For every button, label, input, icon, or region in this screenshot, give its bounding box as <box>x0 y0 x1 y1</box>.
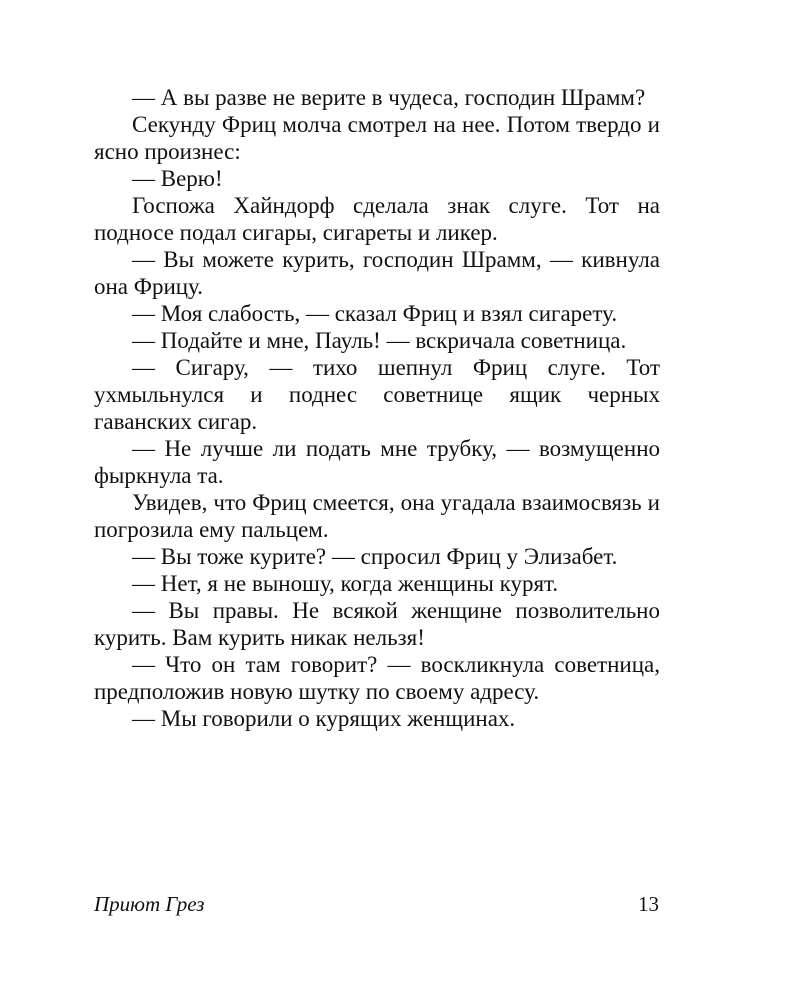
paragraph: — Верю! <box>132 166 223 191</box>
paragraph: — А вы разве не верите в чудеса, господин Шрамм? <box>132 85 646 110</box>
paragraph: — Мы говорили о курящих женщинах. <box>132 706 516 731</box>
paragraph: — Вы тоже курите? — спросил Фриц у Элизабет. <box>132 544 618 569</box>
running-footer-title: Приют Грез <box>94 892 205 916</box>
paragraph: — Сигару, — тихо шепнул Фриц слуге. Тот ухмыльнулся и поднес советнице ящик черных гаванских сигар. <box>94 355 660 434</box>
paragraph: Секунду Фриц молча смотрел на нее. Потом твердо и ясно произнес: <box>94 112 660 164</box>
paragraph: — Вы правы. Не всякой женщине позволительно курить. Вам курить никак нельзя! <box>94 598 660 650</box>
paragraph: — Подайте и мне, Пауль! — вскричала советница. <box>132 328 627 353</box>
paragraph: — Не лучше ли подать мне трубку, — возмущенно фыркнула та. <box>94 436 660 488</box>
page-number: 13 <box>638 892 659 916</box>
paragraph: Увидев, что Фриц смеется, она угадала взаимосвязь и погрозила ему пальцем. <box>94 490 660 542</box>
paragraph: — Нет, я не выношу, когда женщины курят. <box>132 571 559 596</box>
paragraph: Госпожа Хайндорф сделала знак слуге. Тот на подносе подал сигары, сигареты и ликер. <box>94 193 660 245</box>
paragraph: — Что он там говорит? — воскликнула советница, предположив новую шутку по своему адресу. <box>94 652 660 704</box>
body-text <box>94 84 660 732</box>
paragraph: — Вы можете курить, господин Шрамм, — кивнула она Фрицу. <box>94 247 660 299</box>
paragraph: — Моя слабость, — сказал Фриц и взял сигарету. <box>132 301 618 326</box>
